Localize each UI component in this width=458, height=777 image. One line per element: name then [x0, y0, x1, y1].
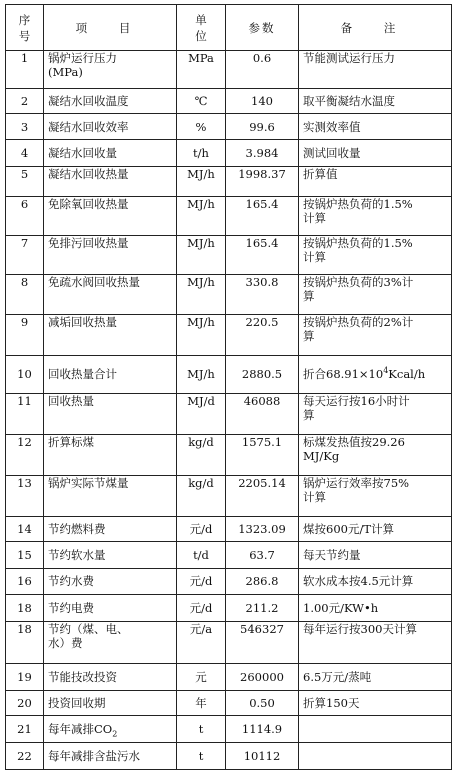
row-item-text: 每年减排CO — [48, 722, 113, 737]
row-note — [299, 715, 452, 742]
header-serial-number: 序 号 — [6, 5, 44, 51]
row-note: 折算150天 — [299, 690, 452, 715]
row-serial-number: 2 — [6, 88, 44, 113]
row-serial-number: 20 — [6, 690, 44, 715]
table-row — [6, 595, 452, 621]
row-value: 3.984 — [226, 140, 299, 166]
row-value: 211.2 — [226, 595, 299, 621]
row-serial-number: 22 — [6, 743, 44, 770]
row-unit: % — [177, 113, 226, 139]
table-row — [6, 476, 452, 517]
row-item: 免排污回收热量 — [44, 235, 177, 275]
row-value: 546327 — [226, 621, 299, 664]
row-unit: 元/d — [177, 595, 226, 621]
row-serial-number: 16 — [6, 568, 44, 594]
row-unit: t/h — [177, 140, 226, 166]
row-serial-number: 4 — [6, 140, 44, 166]
header-unit: 单 位 — [177, 5, 226, 51]
row-value: 0.6 — [226, 51, 299, 89]
row-value: 220.5 — [226, 314, 299, 355]
row-value: 1998.37 — [226, 166, 299, 196]
row-unit: MJ/h — [177, 314, 226, 355]
row-item: 凝结水回收量 — [44, 140, 177, 166]
energy-saving-table — [5, 4, 452, 770]
row-note: 标煤发热值按29.26 MJ/Kg — [299, 434, 452, 476]
row-serial-number: 21 — [6, 715, 44, 742]
row-note: 6.5万元/蒸吨 — [299, 664, 452, 690]
row-note: 每天节约量 — [299, 542, 452, 568]
row-value: 1323.09 — [226, 516, 299, 541]
row-unit: 元 — [177, 664, 226, 690]
row-item: 凝结水回收温度 — [44, 88, 177, 113]
row-note: 折算值 — [299, 166, 452, 196]
header-value: 参数 — [226, 5, 299, 51]
row-note: 测试回收量 — [299, 140, 452, 166]
row-note: 锅炉运行效率按75% 计算 — [299, 476, 452, 517]
row-serial-number: 19 — [6, 664, 44, 690]
row-unit: MJ/h — [177, 355, 226, 394]
table-row — [6, 140, 452, 166]
row-note — [299, 743, 452, 770]
row-unit: MJ/d — [177, 394, 226, 435]
row-value: 165.4 — [226, 235, 299, 275]
row-note: 每年运行按300天计算 — [299, 621, 452, 664]
row-serial-number: 5 — [6, 166, 44, 196]
row-item: 凝结水回收效率 — [44, 113, 177, 139]
row-item: 回收热量 — [44, 394, 177, 435]
row-serial-number: 14 — [6, 516, 44, 541]
row-item: 节能技改投资 — [44, 664, 177, 690]
row-unit: 年 — [177, 690, 226, 715]
row-item: 折算标煤 — [44, 434, 177, 476]
row-unit: MJ/h — [177, 235, 226, 275]
row-serial-number: 15 — [6, 542, 44, 568]
row-serial-number: 18 — [6, 621, 44, 664]
row-value: 1575.1 — [226, 434, 299, 476]
row-value: 10112 — [226, 743, 299, 770]
row-note: 节能测试运行压力 — [299, 51, 452, 89]
row-item: 投资回收期 — [44, 690, 177, 715]
table-row — [6, 235, 452, 275]
table-row — [6, 51, 452, 89]
row-item: 凝结水回收热量 — [44, 166, 177, 196]
row-note-text: 折合68.91×10 — [303, 367, 384, 382]
table-row — [6, 743, 452, 770]
row-serial-number: 13 — [6, 476, 44, 517]
row-serial-number: 12 — [6, 434, 44, 476]
row-unit: t/d — [177, 542, 226, 568]
table-row — [6, 690, 452, 715]
row-note: 按锅炉热负荷的1.5% 计算 — [299, 235, 452, 275]
row-item: 减垢回收热量 — [44, 314, 177, 355]
row-unit: MPa — [177, 51, 226, 89]
row-serial-number: 1 — [6, 51, 44, 89]
table-row — [6, 434, 452, 476]
row-serial-number: 3 — [6, 113, 44, 139]
row-note: 按锅炉热负荷的1.5% 计算 — [299, 197, 452, 236]
row-item: 节约燃料费 — [44, 516, 177, 541]
row-value: 330.8 — [226, 275, 299, 315]
row-item — [44, 715, 177, 742]
table-row — [6, 664, 452, 690]
row-unit: 元/a — [177, 621, 226, 664]
header-row — [6, 5, 452, 51]
table-row — [6, 314, 452, 355]
row-value: 165.4 — [226, 197, 299, 236]
row-serial-number: 18 — [6, 595, 44, 621]
row-unit: 元/d — [177, 568, 226, 594]
row-item: 节约电费 — [44, 595, 177, 621]
row-note-unit: Kcal/h — [388, 367, 426, 382]
row-unit: t — [177, 743, 226, 770]
row-unit: MJ/h — [177, 275, 226, 315]
row-item: 锅炉运行压力 (MPa) — [44, 51, 177, 89]
table-row — [6, 275, 452, 315]
table-row — [6, 621, 452, 664]
header-note: 备 注 — [299, 5, 452, 51]
row-unit: t — [177, 715, 226, 742]
row-serial-number: 8 — [6, 275, 44, 315]
row-value: 2205.14 — [226, 476, 299, 517]
row-item: 节约水费 — [44, 568, 177, 594]
row-note: 每天运行按16小时计 算 — [299, 394, 452, 435]
row-value: 0.50 — [226, 690, 299, 715]
row-unit: MJ/h — [177, 197, 226, 236]
table-row — [6, 542, 452, 568]
table-row — [6, 88, 452, 113]
row-value: 1114.9 — [226, 715, 299, 742]
row-unit: 元/d — [177, 516, 226, 541]
row-note — [299, 355, 452, 394]
table-row — [6, 715, 452, 742]
row-note: 软水成本按4.5元计算 — [299, 568, 452, 594]
row-value: 2880.5 — [226, 355, 299, 394]
row-serial-number: 10 — [6, 355, 44, 394]
row-value: 140 — [226, 88, 299, 113]
row-unit: MJ/h — [177, 166, 226, 196]
row-serial-number: 6 — [6, 197, 44, 236]
table-row — [6, 394, 452, 435]
table-row — [6, 568, 452, 594]
table-row — [6, 197, 452, 236]
row-serial-number: 11 — [6, 394, 44, 435]
header-item: 项 目 — [44, 5, 177, 51]
table-row — [6, 113, 452, 139]
row-note: 按锅炉热负荷的2%计 算 — [299, 314, 452, 355]
row-item: 每年减排含盐污水 — [44, 743, 177, 770]
row-note: 按锅炉热负荷的3%计 算 — [299, 275, 452, 315]
row-note: 煤按600元/T计算 — [299, 516, 452, 541]
table-row — [6, 355, 452, 394]
row-value: 99.6 — [226, 113, 299, 139]
row-serial-number: 9 — [6, 314, 44, 355]
row-item: 节约（煤、电、 水）费 — [44, 621, 177, 664]
row-unit: kg/d — [177, 476, 226, 517]
row-value: 286.8 — [226, 568, 299, 594]
row-note: 取平衡凝结水温度 — [299, 88, 452, 113]
row-note: 1.00元/KW•h — [299, 595, 452, 621]
row-unit: ℃ — [177, 88, 226, 113]
subscript: 2 — [112, 729, 118, 739]
row-item: 锅炉实际节煤量 — [44, 476, 177, 517]
row-item: 回收热量合计 — [44, 355, 177, 394]
row-item: 免疏水阀回收热量 — [44, 275, 177, 315]
row-value: 46088 — [226, 394, 299, 435]
row-item: 节约软水量 — [44, 542, 177, 568]
row-serial-number: 7 — [6, 235, 44, 275]
superscript: 4 — [383, 366, 389, 376]
row-item: 免除氧回收热量 — [44, 197, 177, 236]
row-value: 63.7 — [226, 542, 299, 568]
table-row — [6, 166, 452, 196]
row-note: 实测效率值 — [299, 113, 452, 139]
row-value: 260000 — [226, 664, 299, 690]
row-unit: kg/d — [177, 434, 226, 476]
table-row — [6, 516, 452, 541]
